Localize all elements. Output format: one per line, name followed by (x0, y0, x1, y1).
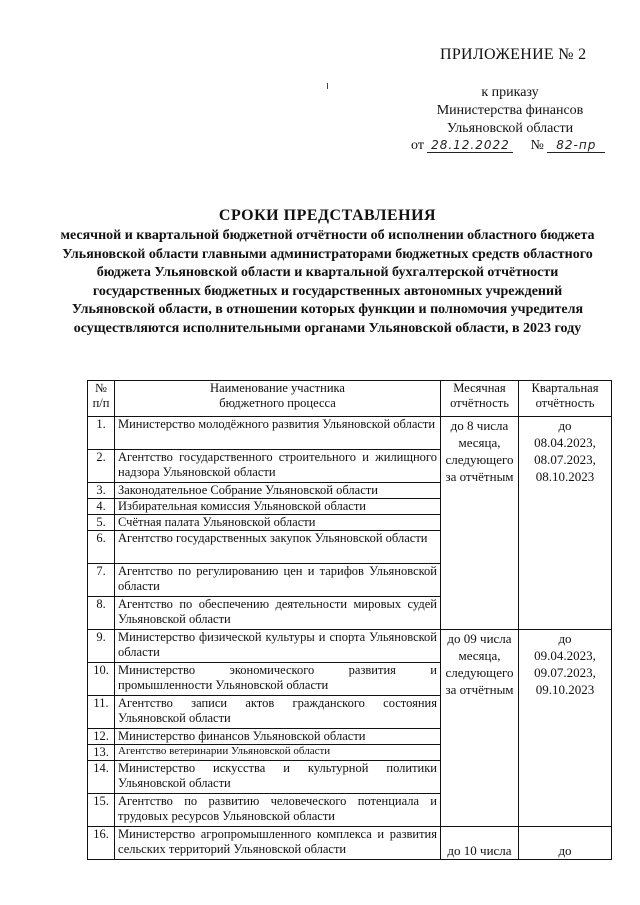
order-number: 82-пр (547, 138, 605, 153)
row-number: 15. (88, 794, 115, 827)
row-number: 9. (88, 630, 115, 663)
participant-name: Министерство физической культуры и спорта Ульяновской области (115, 630, 441, 663)
order-date-number (411, 138, 621, 154)
heading-main: СРОКИ ПРЕДСТАВЛЕНИЯ (218, 207, 437, 224)
row-number: 3. (88, 483, 115, 499)
number-label: № (530, 138, 544, 153)
participant-name: Агентство государственных закупок Ульяновской области (115, 531, 441, 564)
quarterly-deadline: до (519, 827, 612, 860)
annex-title: ПРИЛОЖЕНИЕ № 2 (440, 46, 587, 63)
row-number: 7. (88, 564, 115, 597)
row-number: 14. (88, 761, 115, 794)
participant-name: Министерство искусства и культурной политики Ульяновской области (115, 761, 441, 794)
header-num: № п/п (88, 381, 115, 417)
participant-name: Агентство по развитию человеческого потенциала и трудовых ресурсов Ульяновской области (115, 794, 441, 827)
participant-name: Агентство по обеспечению деятельности мировых судей Ульяновской области (115, 597, 441, 630)
table-row (88, 827, 612, 860)
row-number: 8. (88, 597, 115, 630)
monthly-deadline: до 8 числа месяца, следующего за отчётным (441, 417, 519, 630)
header-participant: Наименование участника бюджетного процесса (115, 381, 441, 417)
order-date: 28.12.2022 (427, 138, 513, 153)
participant-name: Министерство молодёжного развития Ульяновской области (115, 417, 441, 450)
row-number: 12. (88, 729, 115, 745)
monthly-deadline: до 10 числа (441, 827, 519, 860)
order-line-1: к приказу (481, 85, 539, 100)
table-row (88, 417, 612, 450)
participant-name: Законодательное Собрание Ульяновской области (115, 483, 441, 499)
from-label: от (411, 138, 424, 153)
scan-mark (327, 83, 328, 89)
table-row (88, 630, 612, 663)
row-number: 6. (88, 531, 115, 564)
row-number: 5. (88, 515, 115, 531)
row-number: 4. (88, 499, 115, 515)
table-header-row (88, 381, 612, 417)
participant-name: Счётная палата Ульяновской области (115, 515, 441, 531)
participant-name: Министерство агропромышленного комплекса и развития сельских территорий Ульяновской области (115, 827, 441, 860)
participant-name: Избирательная комиссия Ульяновской области (115, 499, 441, 515)
row-number: 13. (88, 745, 115, 761)
participant-name: Министерство экономического развития и промышленности Ульяновской области (115, 663, 441, 696)
row-number: 1. (88, 417, 115, 450)
participant-name: Агентство государственного строительного и жилищного надзора Ульяновской области (115, 450, 441, 483)
quarterly-deadline: до 09.04.2023, 09.07.2023, 09.10.2023 (519, 630, 612, 827)
heading-subtitle: месячной и квартальной бюджетной отчётности об исполнении областного бюджета Ульяновской области главными администраторами бюджетных средств областного бюджета Ульяновской области и квартальной бухгалтерской отчётности государственных бюджетных и государственных автономных учреждений Ульяновской области, в отношении которых функции и полномочия учредителя осуществляются исполнительными органами Ульяновской области, в 2023 году (60, 228, 595, 336)
quarterly-deadline: до 08.04.2023, 08.07.2023, 08.10.2023 (519, 417, 612, 630)
participant-name: Агентство по регулированию цен и тарифов Ульяновской области (115, 564, 441, 597)
order-reference (410, 84, 610, 138)
header-quarterly: Квартальная отчётность (519, 381, 612, 417)
document-heading (55, 205, 600, 339)
row-number: 16. (88, 827, 115, 860)
monthly-deadline: до 09 числа месяца, следующего за отчётным (441, 630, 519, 827)
participant-name: Министерство финансов Ульяновской области (115, 729, 441, 745)
participant-name: Агентство ветеринарии Ульяновской области (115, 745, 441, 761)
deadlines-table (87, 380, 612, 860)
header-monthly: Месячная отчётность (441, 381, 519, 417)
participant-name: Агентство записи актов гражданского состояния Ульяновской области (115, 696, 441, 729)
row-number: 2. (88, 450, 115, 483)
row-number: 10. (88, 663, 115, 696)
order-line-2: Министерства финансов (436, 103, 584, 118)
row-number: 11. (88, 696, 115, 729)
order-line-3: Ульяновской области (446, 121, 574, 136)
